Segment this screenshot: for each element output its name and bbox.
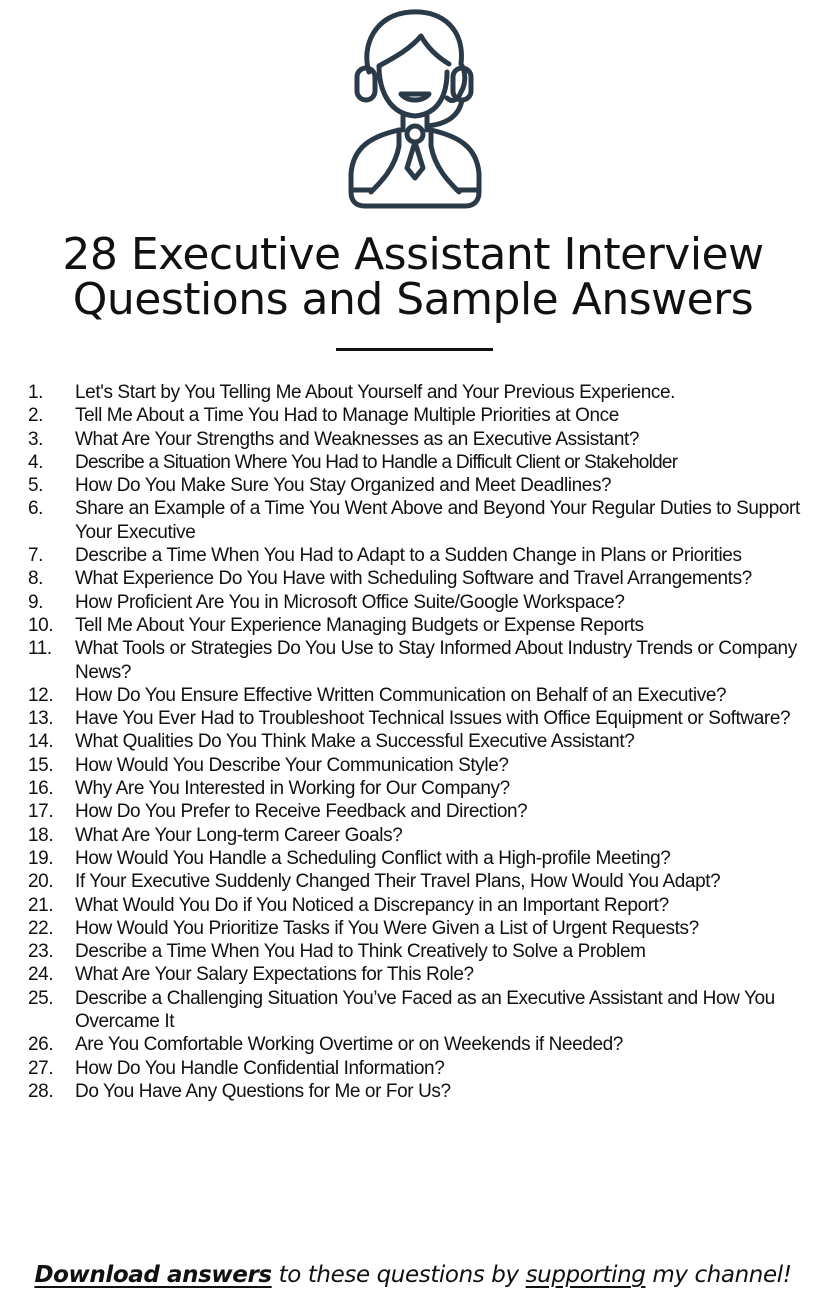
question-item [28, 567, 818, 590]
question-item [28, 684, 818, 707]
question-item [28, 870, 818, 893]
question-number: 1. [28, 382, 44, 403]
download-answers-link[interactable]: Download answers [34, 1262, 272, 1288]
question-text: Do You Have Any Questions for Me or For Us? [75, 1080, 451, 1102]
question-text: Let's Start by You Telling Me About Yourself and Your Previous Experience. [75, 382, 676, 403]
question-number: 21. [28, 894, 54, 916]
question-item [28, 707, 818, 730]
page-title-line-2: Questions and Sample Answers [72, 274, 754, 325]
question-text: What Would You Do if You Noticed a Discrepancy in an Important Report? [75, 894, 669, 916]
question-text: Describe a Time When You Had to Think Creatively to Solve a Problem [75, 941, 646, 963]
question-item [28, 894, 818, 917]
question-number: 2. [28, 405, 44, 427]
question-item [28, 940, 818, 963]
question-text: Share an Example of a Time You Went Above and Beyond Your Regular Duties to Support Your Executive [75, 498, 800, 543]
question-text: Are You Comfortable Working Overtime or on Weekends if Needed? [75, 1034, 623, 1056]
question-item [28, 1057, 818, 1080]
question-number: 26. [28, 1034, 54, 1056]
question-number: 24. [28, 964, 54, 986]
question-text: How Do You Prefer to Receive Feedback and Direction? [75, 801, 528, 823]
question-item [28, 730, 818, 753]
question-text: How Do You Make Sure You Stay Organized and Meet Deadlines? [75, 475, 612, 497]
question-number: 12. [28, 684, 54, 706]
question-text: Describe a Situation Where You Had to Handle a Difficult Client or Stakeholder [75, 451, 678, 473]
customer-support-agent-headset-icon [343, 6, 485, 212]
question-item [28, 1033, 818, 1056]
question-number: 16. [28, 778, 54, 800]
question-text: How Would You Prioritize Tasks if You Were Given a List of Urgent Requests? [75, 917, 699, 939]
question-number: 7. [28, 545, 44, 567]
question-number: 20. [28, 871, 54, 893]
question-text: What Are Your Salary Expectations for This Role? [75, 964, 474, 986]
question-text: If Your Executive Suddenly Changed Their Travel Plans, How Would You Adapt? [75, 871, 721, 893]
question-number: 5. [28, 475, 44, 497]
question-text: What Experience Do You Have with Scheduling Software and Travel Arrangements? [75, 568, 752, 590]
question-number: 17. [28, 801, 54, 823]
question-text: What Qualities Do You Think Make a Successful Executive Assistant? [75, 731, 635, 753]
question-item [28, 404, 818, 427]
page-title [0, 229, 826, 325]
question-number: 22. [28, 917, 54, 939]
question-text: Have You Ever Had to Troubleshoot Technical Issues with Office Equipment or Software? [75, 708, 791, 730]
question-text: How Do You Ensure Effective Written Communication on Behalf of an Executive? [75, 684, 727, 706]
title-divider [336, 348, 493, 351]
question-number: 9. [28, 591, 44, 613]
question-number: 13. [28, 708, 54, 730]
question-item [28, 1080, 818, 1103]
question-item [28, 474, 818, 497]
question-text: How Proficient Are You in Microsoft Office Suite/Google Workspace? [75, 591, 625, 613]
footer-call-to-action [0, 1262, 826, 1288]
page-title-line-1: 28 Executive Assistant Interview [62, 229, 764, 280]
question-item [28, 800, 818, 823]
question-text: How Do You Handle Confidential Information? [75, 1057, 445, 1079]
question-item [28, 917, 818, 940]
question-item [28, 987, 818, 1034]
question-text: What Are Your Strengths and Weaknesses as an Executive Assistant? [75, 428, 640, 450]
question-item [28, 637, 818, 684]
question-item [28, 497, 818, 544]
question-item [28, 614, 818, 637]
question-item [28, 824, 818, 847]
footer-middle-text: to these questions by [271, 1262, 526, 1288]
question-item [28, 847, 818, 870]
question-number: 18. [28, 824, 54, 846]
question-item [28, 381, 818, 404]
question-item [28, 544, 818, 567]
question-text: Tell Me About Your Experience Managing Budgets or Expense Reports [75, 614, 644, 636]
question-list [28, 381, 818, 1103]
question-text: Describe a Time When You Had to Adapt to a Sudden Change in Plans or Priorities [75, 545, 742, 567]
question-number: 23. [28, 941, 54, 963]
question-number: 14. [28, 731, 54, 753]
question-item [28, 963, 818, 986]
question-number: 19. [28, 847, 54, 869]
question-number: 28. [28, 1080, 54, 1102]
question-number: 4. [28, 451, 44, 473]
question-text: Tell Me About a Time You Had to Manage Multiple Priorities at Once [75, 405, 619, 427]
question-text: How Would You Describe Your Communication Style? [75, 754, 509, 776]
question-item [28, 754, 818, 777]
question-number: 6. [28, 498, 44, 520]
question-text: Describe a Challenging Situation You’ve Faced as an Executive Assistant and How You Overcame It [75, 987, 775, 1033]
supporting-link[interactable]: supporting [525, 1262, 646, 1288]
question-text: What Are Your Long-term Career Goals? [75, 824, 403, 846]
footer-end-text: my channel! [645, 1262, 792, 1288]
question-text: What Tools or Strategies Do You Use to Stay Informed About Industry Trends or Company News? [75, 638, 797, 683]
question-number: 27. [28, 1057, 54, 1079]
question-number: 3. [28, 428, 44, 450]
question-text: How Would You Handle a Scheduling Conflict with a High-profile Meeting? [75, 847, 671, 869]
question-text: Why Are You Interested in Working for Our Company? [75, 778, 510, 800]
question-number: 15. [28, 754, 54, 776]
question-item [28, 428, 818, 451]
question-number: 25. [28, 987, 54, 1009]
question-number: 11. [28, 638, 52, 660]
question-item [28, 451, 818, 474]
question-number: 8. [28, 568, 44, 590]
question-item [28, 591, 818, 614]
question-number: 10. [28, 614, 54, 636]
question-item [28, 777, 818, 800]
